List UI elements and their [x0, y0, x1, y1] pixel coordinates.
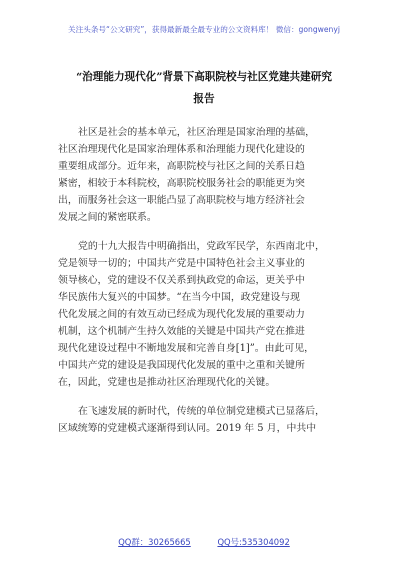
paragraph-line: 华民族伟大复兴的中国梦。“在当今中国，政党建设与现: [58, 292, 301, 303]
paragraph-line: 重要组成部分。近年来，高职院校与社区之间的关系日趋: [58, 161, 305, 172]
qq-group-link[interactable]: QQ群：30265665: [118, 537, 191, 547]
paragraph-3: [58, 403, 358, 437]
paragraph-line: 区域统筹的党建模式逐渐得到认同。2019 年 5 月，中共中: [58, 423, 317, 434]
paragraph-line: 社区治理现代化是国家治理体系和治理能力现代化建设的: [58, 144, 305, 155]
paragraph-line: 中国共产党的建设是我国现代化发展的重中之重和关键所: [58, 360, 305, 371]
paragraph-line: 在，因此，党建也是推动社区治理现代化的关键。: [58, 377, 276, 388]
paragraph-line: 机制，这个机制产生持久效能的关键是中国共产党在推进: [58, 326, 305, 337]
paragraph-line: 现代化建设过程中不断地发展和完善自身[1]”。由此可见，: [58, 343, 315, 354]
paragraph-line: 发展之间的紧密联系。: [58, 212, 157, 223]
paragraph-line: 领导核心，党的建设不仅关系到执政党的命运，更关乎中: [58, 275, 305, 286]
paragraph-line: 出，而服务社会这一职能凸显了高职院校与地方经济社会: [58, 195, 305, 206]
paragraph-line: 社区是社会的基本单元，社区治理是国家治理的基础，: [78, 127, 316, 138]
paragraph-line: 党的十九大报告中明确指出，党政军民学，东西南北中，: [78, 241, 325, 252]
paragraph-1: [58, 124, 358, 226]
title-line-2: 报告: [193, 93, 215, 105]
document-body: [58, 124, 358, 449]
paragraph-line: 代化发展之间的有效互动已经成为现代化发展的重要动力: [58, 309, 305, 320]
paragraph-2: [58, 238, 358, 391]
qq-number-link[interactable]: QQ号:535304092: [217, 537, 290, 547]
document-title: [40, 66, 368, 110]
footer-banner: [0, 536, 408, 548]
paragraph-line: 紧密，相较于本科院校，高职院校服务社会的职能更为突: [58, 178, 305, 189]
header-banner: 关注头条号“公文研究”，获得最新最全最专业的公文资料库！ 微信：gongwenyj: [68, 25, 340, 34]
paragraph-line: 在飞速发展的新时代，传统的单位制党建模式已显落后，: [78, 406, 325, 417]
title-line-1: “治理能力现代化”背景下高职院校与社区党建共建研究: [76, 71, 332, 83]
paragraph-line: 党是领导一切的；中国共产党是中国特色社会主义事业的: [58, 258, 305, 269]
